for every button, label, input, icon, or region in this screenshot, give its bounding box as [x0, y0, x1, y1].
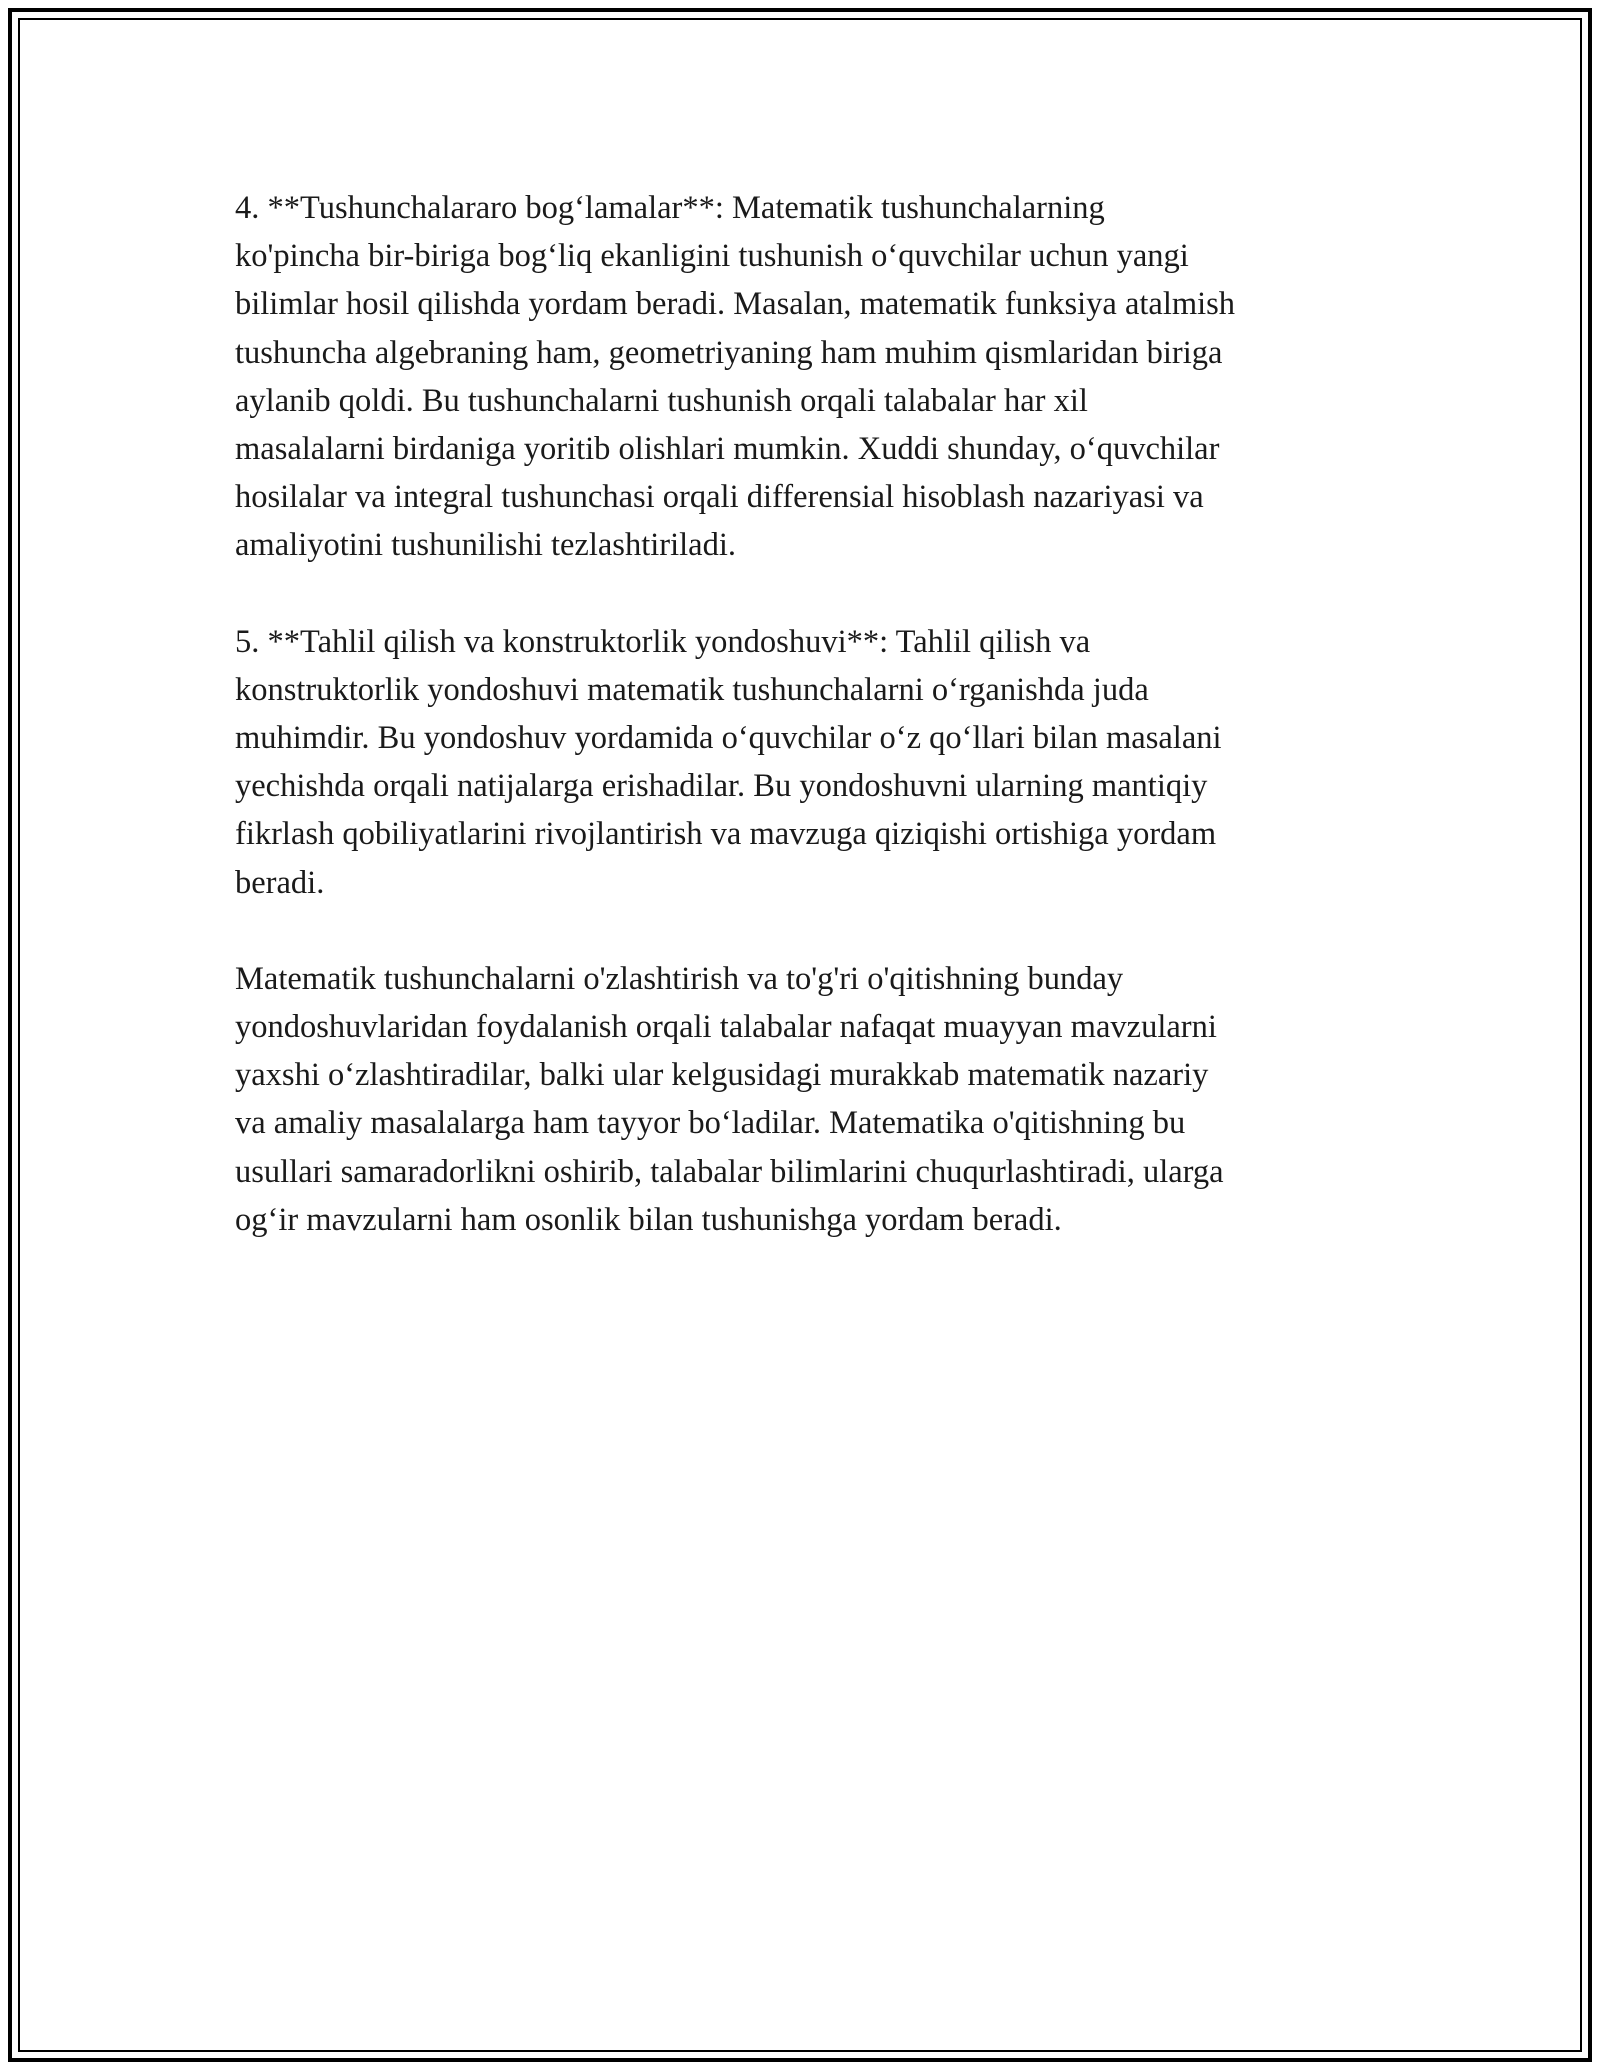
- text-line: hosilalar va integral tushunchasi orqali differensial hisoblash nazariyasi va: [235, 479, 1204, 516]
- text-line: bilimlar hosil qilishda yordam beradi. Masalan, matematik funksiya atalmish: [235, 286, 1236, 323]
- text-line: ko'pincha bir-biriga bog‘liq ekanligini tushunish o‘quvchilar uchun yangi: [235, 238, 1189, 275]
- text-line: Matematik tushunchalarni o'zlashtirish va to'g'ri o'qitishning bunday: [235, 960, 1124, 997]
- text-line: usullari samaradorlikni oshirib, talabalar bilimlarini chuqurlashtiradi, ularga: [235, 1153, 1224, 1190]
- paragraph-conclusion: [235, 955, 1375, 1244]
- text-line: konstruktorlik yondoshuvi matematik tushunchalarni o‘rganishda juda: [235, 671, 1149, 708]
- paragraph-item-4: [235, 184, 1375, 570]
- text-line: muhimdir. Bu yondoshuv yordamida o‘quvchilar o‘z qo‘llari bilan masalani: [235, 720, 1222, 757]
- text-line: 5. **Tahlil qilish va konstruktorlik yondoshuvi**: Tahlil qilish va: [235, 623, 1091, 660]
- text-line: 4. **Tushunchalararo bog‘lamalar**: Matematik tushunchalarning: [235, 190, 1105, 226]
- paragraph-item-5: [235, 618, 1375, 907]
- text-line: va amaliy masalalarga ham tayyor bo‘ladilar. Matematika o'qitishning bu: [235, 1105, 1186, 1142]
- text-line: yechishda orqali natijalarga erishadilar. Bu yondoshuvni ularning mantiqiy: [235, 768, 1208, 805]
- text-line: amaliyotini tushunilishi tezlashtiriladi.: [235, 527, 736, 564]
- document-body: [235, 184, 1375, 1292]
- text-line: fikrlash qobiliyatlarini rivojlantirish va mavzuga qiziqishi ortishiga yordam: [235, 816, 1217, 853]
- text-line: yondoshuvlaridan foydalanish orqali talabalar nafaqat muayyan mavzularni: [235, 1009, 1217, 1046]
- text-line: og‘ir mavzularni ham osonlik bilan tushunishga yordam beradi.: [235, 1201, 1062, 1238]
- text-line: aylanib qoldi. Bu tushunchalarni tushunish orqali talabalar har xil: [235, 382, 1088, 419]
- text-line: masalalarni birdaniga yoritib olishlari mumkin. Xuddi shunday, o‘quvchilar: [235, 431, 1220, 468]
- text-line: beradi.: [235, 864, 325, 901]
- text-line: tushuncha algebraning ham, geometriyaning ham muhim qismlaridan biriga: [235, 334, 1223, 371]
- text-line: yaxshi o‘zlashtiradilar, balki ular kelgusidagi murakkab matematik nazariy: [235, 1057, 1209, 1094]
